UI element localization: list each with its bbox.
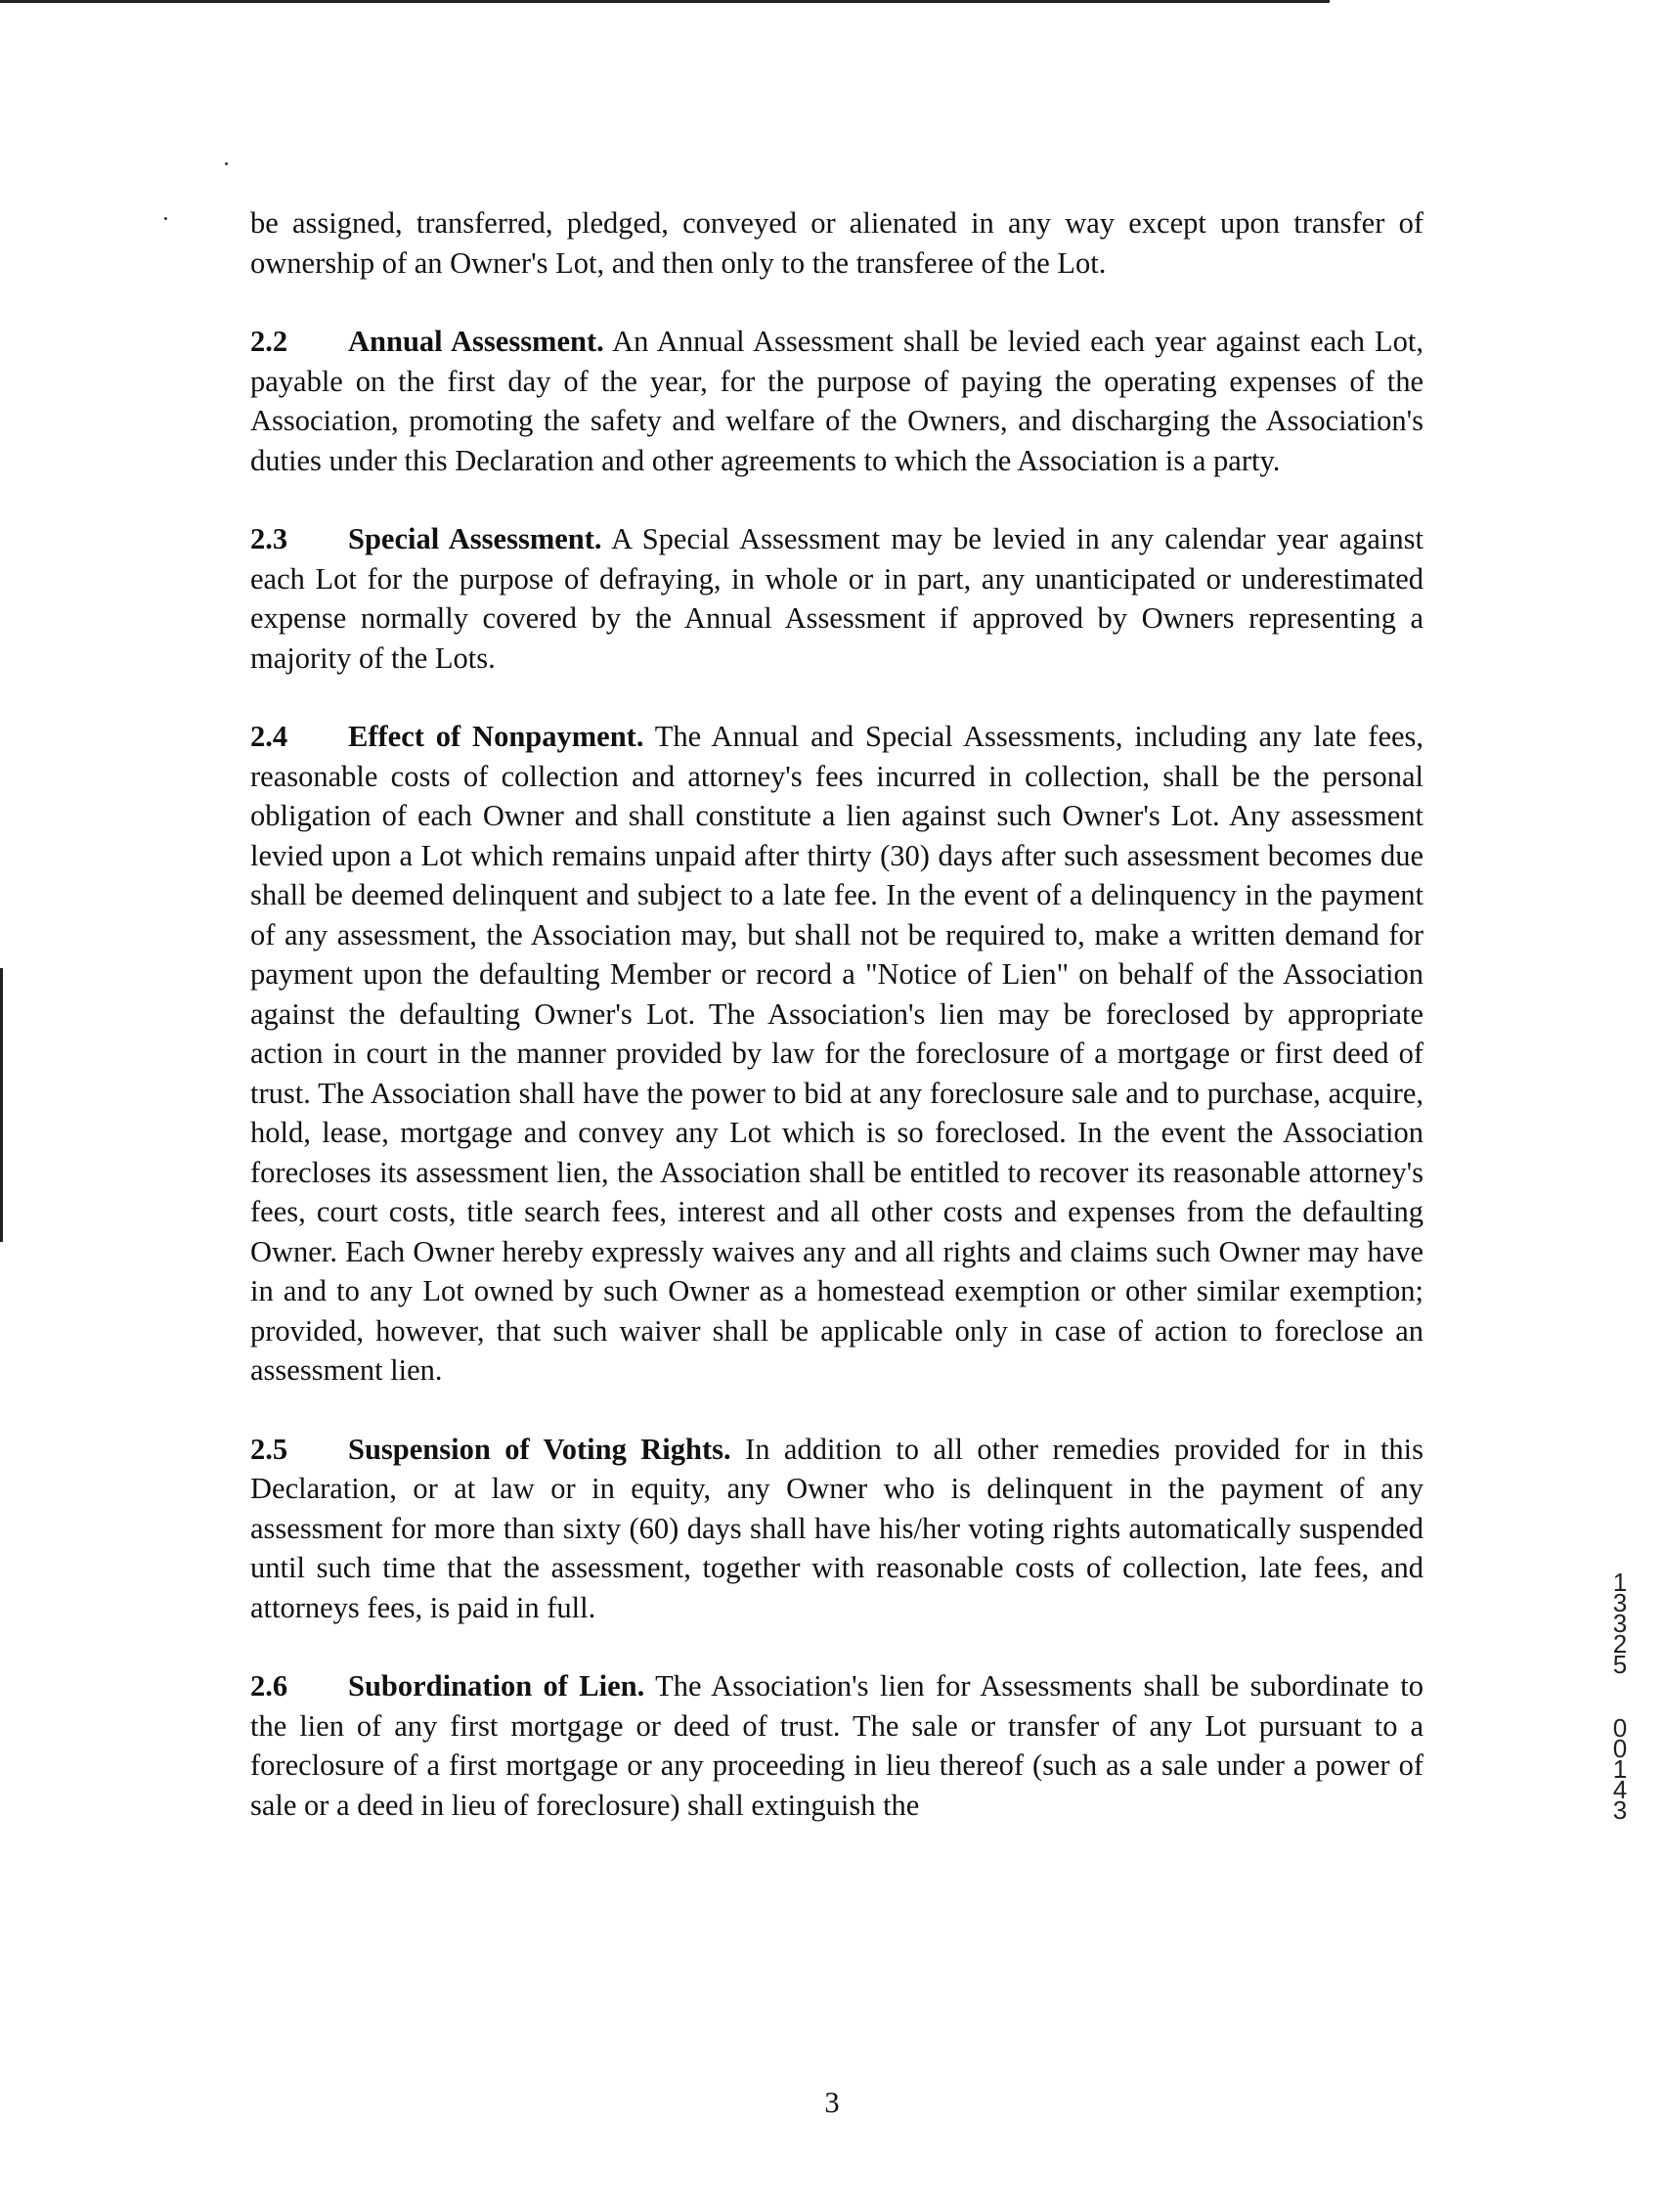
section-number: 2.3 — [250, 522, 288, 555]
page-number: 3 — [824, 2086, 840, 2119]
scan-left-border — [0, 968, 3, 1242]
section-title: Subordination of Lien. — [348, 1669, 645, 1703]
section-2-3 — [250, 519, 1423, 678]
section-2-4 — [250, 717, 1423, 1391]
recording-number-part1: 13325 — [1612, 1568, 1628, 1679]
section-title: Special Assessment. — [348, 522, 602, 555]
section-body: The Association's lien for Assessments shall be subordinate to the lien of any first mortgage or deed of trust. The sale or transfer of any Lot pursuant to a foreclosure of a first mortgage or any proceeding in lieu thereof (such as a sale under a power of sale or a deed in lieu of foreclosure) shall extinguish the — [250, 1669, 1423, 1822]
section-body: An Annual Assessment shall be levied each year against each Lot, payable on the first day of the year, for the purpose of paying the operating expenses of the Association, promoting the safety and welfare of the Owners, and discharging the Association's duties under this Declaration and other agreements to which the Association is a party. — [250, 325, 1423, 477]
section-number: 2.2 — [250, 325, 288, 358]
recording-number-stamp — [1607, 1568, 1633, 1825]
section-2-2 — [250, 322, 1423, 480]
section-body: In addition to all other remedies provided for in this Declaration, or at law or in equity, any Owner who is delinquent in the payment of any assessment for more than sixty (60) days shall have his/her voting rights automatically suspended until such time that the assessment, together with reasonable costs of collection, late fees, and attorneys fees, is paid in full. — [250, 1432, 1424, 1624]
section-title: Annual Assessment. — [348, 325, 604, 358]
section-number: 2.5 — [250, 1432, 288, 1466]
scan-top-border — [0, 0, 1330, 3]
section-body: A Special Assessment may be levied in any calendar year against each Lot for the purpose of defraying, in whole or in part, any unanticipated or underestimated expense normally covered by the Annual Assessment if approved by Owners representing a majority of the Lots. — [250, 522, 1423, 675]
scan-speck — [164, 217, 167, 220]
section-number: 2.4 — [250, 720, 288, 753]
section-title: Effect of Nonpayment. — [348, 720, 644, 753]
section-title: Suspension of Voting Rights. — [348, 1432, 731, 1466]
section-body: The Annual and Special Assessments, including any late fees, reasonable costs of collection and attorney's fees incurred in collection, shall be the personal obligation of each Owner and shall constitute a lien against such Owner's Lot. Any assessment levied upon a Lot which remains unpaid after thirty (30) days after such assessment becomes due shall be deemed delinquent and subject to a late fee. In the event of a delinquency in the payment of any assessment, the Association may, but shall not be required to, make a written demand for payment upon the defaulting Member or record a "Notice of Lien" on behalf of the Association against the defaulting Owner's Lot. The Association's lien may be foreclosed by appropriate action in court in the manner provided by law for the foreclosure of a mortgage or first deed of trust. The Association shall have the power to bid at any foreclosure sale and to purchase, acquire, hold, lease, mortgage and convey any Lot which is so foreclosed. In the event the Association forecloses its assessment lien, the Association shall be entitled to recover its reasonable attorney's fees, court costs, title search fees, interest and all other costs and expenses from the defaulting Owner. Each Owner hereby expressly waives any and all rights and claims such Owner may have in and to any Lot owned by such Owner as a homestead exemption or other similar exemption; provided, however, that such waiver shall be applicable only in case of action to foreclose an assessment lien. — [250, 720, 1424, 1387]
section-number: 2.6 — [250, 1669, 288, 1703]
intro-paragraph: be assigned, transferred, pledged, conveyed or alienated in any way except upon transfer of ownership of an Owner's Lot, and then only to the transferee of the Lot. — [250, 206, 1423, 280]
section-2-6 — [250, 1666, 1423, 1825]
document-body — [250, 203, 1423, 1864]
recording-number-part2: 00143 — [1612, 1713, 1628, 1825]
scan-speck — [225, 162, 228, 165]
section-2-5 — [250, 1430, 1423, 1628]
